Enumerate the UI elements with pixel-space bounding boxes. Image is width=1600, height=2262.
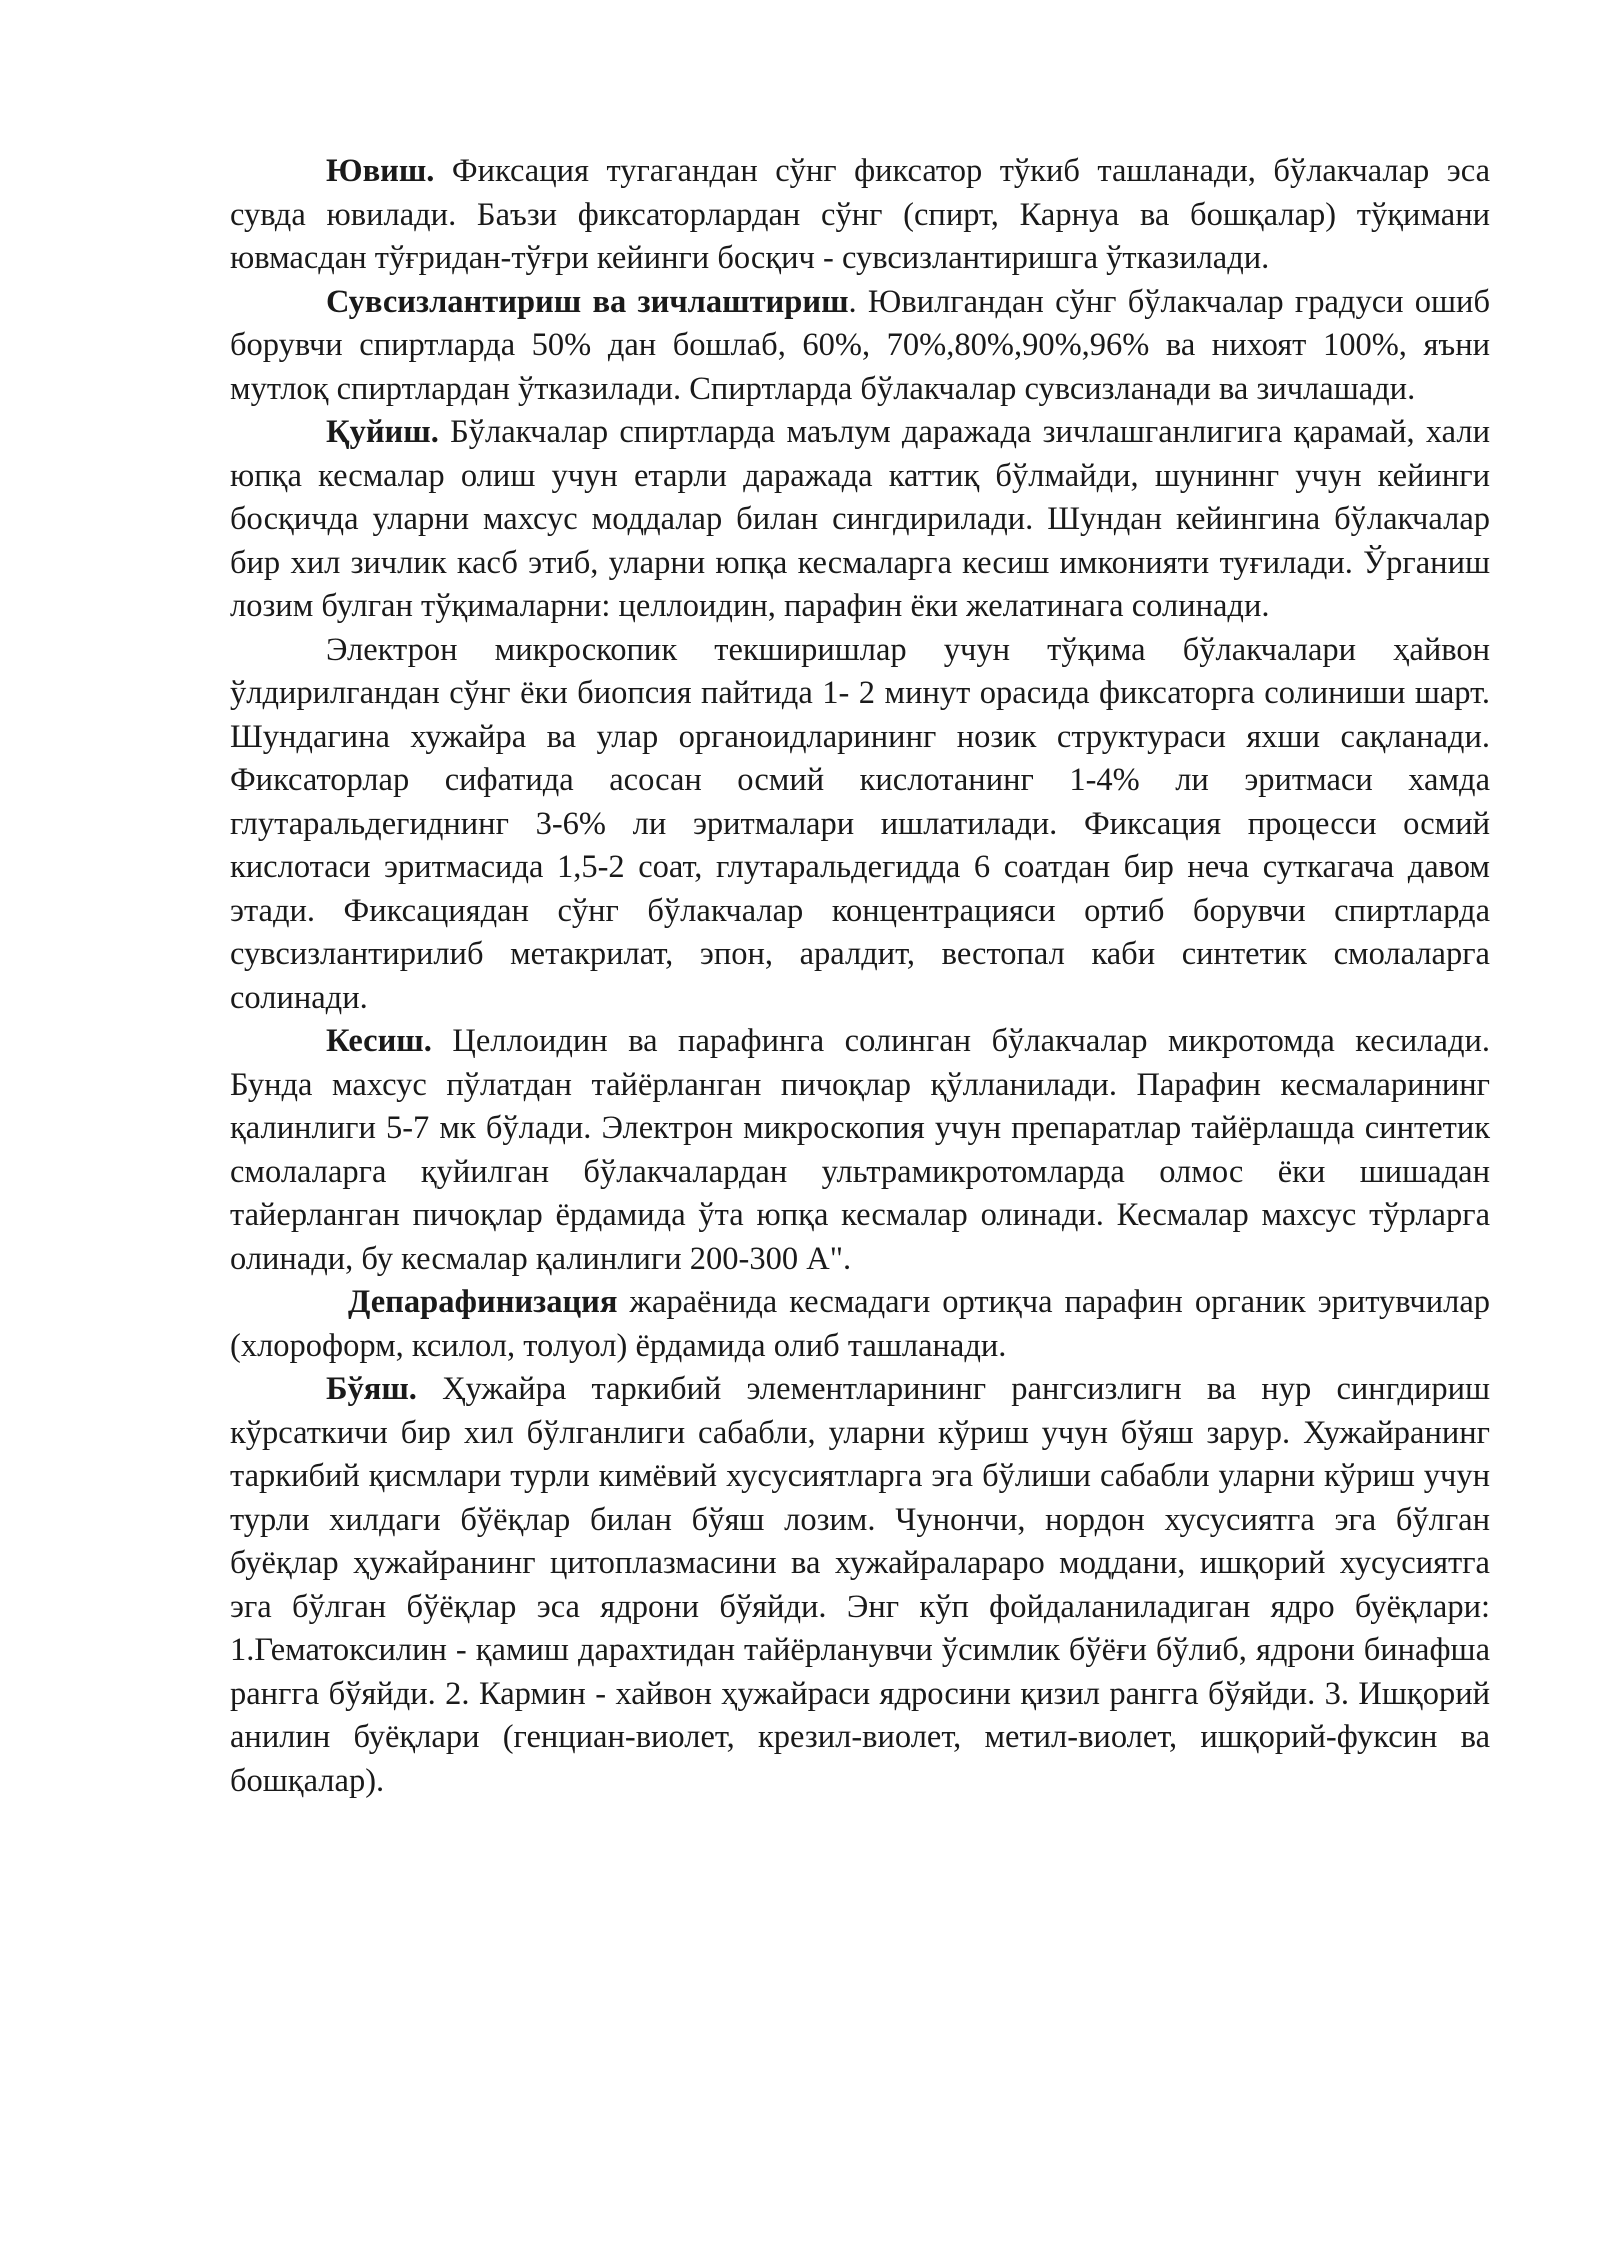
paragraph-term: Қуйиш. — [326, 414, 439, 450]
paragraph-deparaffinization — [230, 1281, 1490, 1368]
paragraph-dehydration — [230, 281, 1490, 412]
paragraph-text: . Ювилгандан сўнг бўлакчалар градуси ошиб борувчи спиртларда 50% дан бошлаб, 60%, 70%,80%,90%,96% ва нихоят 100%, яъни мутлоқ спиртлардан ўтказилади. Спиртларда бўлакчалар сувсизланади ва зичлашади. — [230, 283, 1490, 407]
document-page — [230, 150, 1490, 1803]
paragraph-text: Целлоидин ва парафинга солинган бўлакчалар микротомда кесилади. Бунда махсус пўлатдан тайёрланган пичоқлар қўлланилади. Парафин кесмаларининг қалинлиги 5-7 мк бўлади. Электрон микроскопия учун препаратлар тайёрлашда синтетик смолаларга қуйилган бўлакчалардан ультрамикротомларда олмос ёки шишадан тайерланган пичоқлар ёрдамида ўта юпқа кесмалар олинади. Кесмалар махсус тўрларга олинади, бу кесмалар қалинлиги 200-300 А". — [230, 1023, 1490, 1277]
paragraph-term: Депарафинизация — [348, 1284, 618, 1320]
paragraph-term: Сувсизлантириш ва зичлаштириш — [326, 283, 849, 320]
paragraph-term: Бўяш. — [326, 1371, 417, 1407]
paragraph-text: Бўлакчалар спиртларда маълум даражада зичлашганлигига қарамай, хали юпқа кесмалар олиш учун етарли даражада каттиқ бўлмайди, шуниннг учун кейинги босқичда уларни махсус моддалар билан сингдирилади. Шундан кейингина бўлакчалар бир хил зичлик касб этиб, уларни юпқа кесмаларга кесиш имконияти туғилади. Ўрганиш лозим булган тўқималарни: целлоидин, парафин ёки желатинага солинади. — [230, 414, 1490, 624]
paragraph-cutting — [230, 1020, 1490, 1281]
paragraph-text: Фиксация тугагандан сўнг фиксатор тўкиб ташланади, бўлакчалар эса сувда ювилади. Баъзи фиксаторлардан сўнг (спирт, Карнуа ва бошқалар) тўқимани ювмасдан тўғридан-тўғри кейинги босқич - сувсизлантиришга ўтказилади. — [230, 153, 1490, 276]
paragraph-electron-microscopy — [230, 629, 1490, 1021]
paragraph-term: Кесиш. — [326, 1023, 432, 1059]
paragraph-text: Ҳужайра таркибий элементларининг рангсизлигн ва нур сингдириш кўрсаткичи бир хил бўлганлиги сабабли, уларни кўриш учун бўяш зарур. Хужайранинг таркибий қисмлари турли кимёвий хусусиятларга эга бўлиши сабабли уларни кўриш учун турли хилдаги бўёқлар билан бўяш лозим. Чунончи, нордон хусусиятга эга бўлган буёқлар ҳужайранинг цитоплазмасини ва хужайралараро моддани, ишқорий хусусиятга эга бўлган бўёқлар эса ядрони бўяйди. Энг кўп фойдаланиладиган ядро буёқлари: 1.Гематоксилин - қамиш дарахтидан тайёрланувчи ўсимлик бўёғи бўлиб, ядрони бинафша рангга бўяйди. 2. Кармин - хайвон ҳужайраси ядросини қизил рангга бўяйди. 3. Ишқорий анилин буёқлари (генциан-виолет, крезил-виолет, метил-виолет, ишқорий-фуксин ва бошқалар). — [230, 1371, 1490, 1799]
paragraph-washing — [230, 150, 1490, 281]
paragraph-text: Электрон микроскопик текширишлар учун тўқима бўлакчалари ҳайвон ўлдирилгандан сўнг ёки биопсия пайтида 1- 2 минут орасида фиксаторга солиниши шарт. Шундагина хужайра ва улар органоидларининг нозик структураси яхши сақланади. Фиксаторлар сифатида асосан осмий кислотанинг 1-4% ли эритмаси хамда глутаральдегиднинг 3-6% ли эритмалари ишлатилади. Фиксация процесси осмий кислотаси эритмасида 1,5-2 соат, глутаральдегидда 6 соатдан бир неча суткагача давом этади. Фиксациядан сўнг бўлакчалар концентрацияси ортиб борувчи спиртларда сувсизлантирилиб метакрилат, эпон, аралдит, вестопал каби синтетик смолаларга солинади. — [230, 631, 1490, 1016]
paragraph-term: Ювиш. — [326, 153, 435, 189]
paragraph-embedding — [230, 411, 1490, 629]
paragraph-text: жараёнида кесмадаги ортиқча парафин органик эритувчилар (хлороформ, ксилол, толуол) ёрдамида олиб ташланади. — [230, 1284, 1490, 1364]
paragraph-staining — [230, 1368, 1490, 1803]
